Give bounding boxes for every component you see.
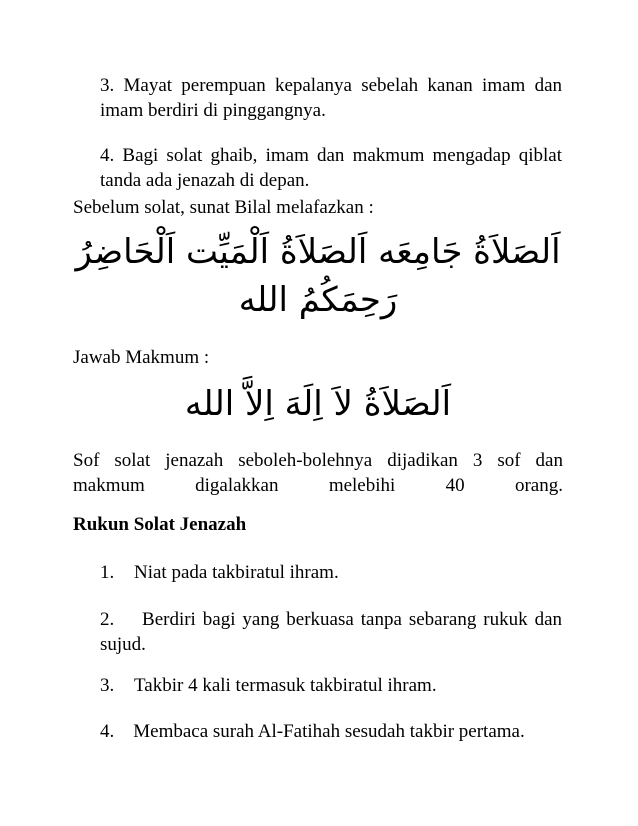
arabic-reply: اَلصَلاَةُ لاَ اِلَهَ اِلاَّ الله <box>184 384 452 424</box>
rukun-item-number: 4. <box>100 721 115 742</box>
makmum-label: Jawab Makmum : <box>73 347 210 368</box>
rukun-item-text: Berdiri bagi yang berkuasa tanpa sebarang rukuk dan sujud. <box>100 609 562 655</box>
sof-paragraph: Sof solat jenazah seboleh-bolehnya dijadikan 3 sof dan makmum digalakkan melebihi 40 orang. <box>73 450 563 496</box>
rukun-item-text: Membaca surah Al-Fatihah sesudah takbir pertama. <box>133 721 525 742</box>
rukun-item-number: 1. <box>100 562 115 583</box>
intro-item-4: 4. Bagi solat ghaib, imam dan makmum mengadap qiblat tanda ada jenazah di depan. <box>100 145 562 191</box>
rukun-item-4 <box>100 719 562 744</box>
rukun-item-number: 2. <box>100 609 115 630</box>
arabic-call-line-2: رَحِمَكُمُ الله <box>238 280 398 320</box>
rukun-heading: Rukun Solat Jenazah <box>73 514 247 535</box>
rukun-item-text: Takbir 4 kali termasuk takbiratul ihram. <box>134 675 437 696</box>
intro-item-3: 3. Mayat perempuan kepalanya sebelah kanan imam dan imam berdiri di pinggangnya. <box>100 75 562 121</box>
rukun-item-2 <box>100 607 562 657</box>
bilal-intro-text: Sebelum solat, sunat Bilal melafazkan : <box>73 197 374 218</box>
rukun-item-1 <box>100 560 562 585</box>
arabic-call-line-1: اَلصَلاَةُ جَامِعَه اَلصَلاَةُ اَلْمَيِّت اَلْحَاضِرُ <box>75 232 561 272</box>
rukun-item-text: Niat pada takbiratul ihram. <box>134 562 339 583</box>
rukun-item-3 <box>100 673 562 698</box>
rukun-item-number: 3. <box>100 675 115 696</box>
